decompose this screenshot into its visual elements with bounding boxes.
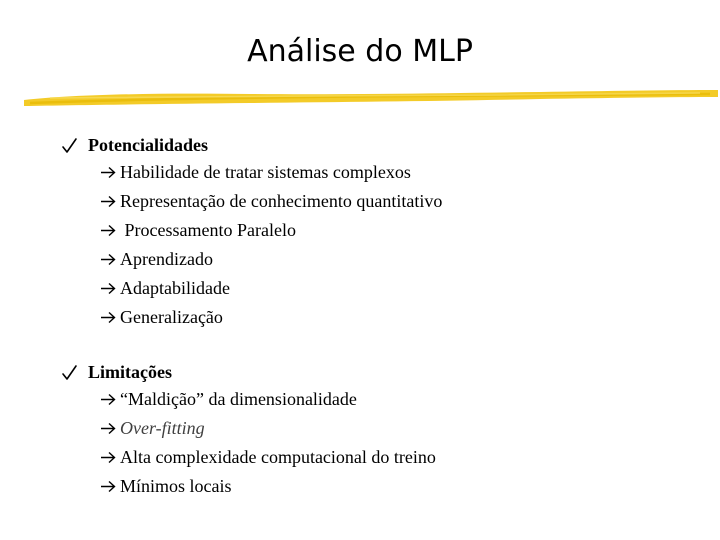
arrow-right-icon bbox=[100, 422, 116, 435]
item-label: Generalização bbox=[120, 307, 223, 327]
item-label: Mínimos locais bbox=[120, 476, 232, 496]
arrow-right-icon bbox=[100, 195, 116, 208]
item-label: Adaptabilidade bbox=[120, 278, 230, 298]
arrow-right-icon bbox=[100, 311, 116, 324]
arrow-right-icon bbox=[100, 224, 116, 237]
item-label: Habilidade de tratar sistemas complexos bbox=[120, 162, 411, 182]
arrow-right-icon bbox=[100, 253, 116, 266]
arrow-right-icon bbox=[100, 393, 116, 406]
checkmark-icon bbox=[60, 132, 80, 158]
arrow-right-icon bbox=[100, 166, 116, 179]
item-label: Over-fitting bbox=[120, 418, 205, 438]
item-label: Aprendizado bbox=[120, 249, 213, 269]
item-label: Alta complexidade computacional do treino bbox=[120, 447, 436, 467]
slide-title: Análise do MLP bbox=[247, 34, 473, 69]
section-label: Limitações bbox=[88, 362, 172, 382]
item-label: “Maldição” da dimensionalidade bbox=[120, 389, 357, 409]
item-label: Processamento Paralelo bbox=[120, 220, 296, 240]
checkmark-icon bbox=[60, 359, 80, 385]
arrow-right-icon bbox=[100, 480, 116, 493]
arrow-right-icon bbox=[100, 282, 116, 295]
title-underline-brush bbox=[20, 84, 720, 112]
section-label: Potencialidades bbox=[88, 135, 208, 155]
item-label: Representação de conhecimento quantitativo bbox=[120, 191, 443, 211]
arrow-right-icon bbox=[100, 451, 116, 464]
